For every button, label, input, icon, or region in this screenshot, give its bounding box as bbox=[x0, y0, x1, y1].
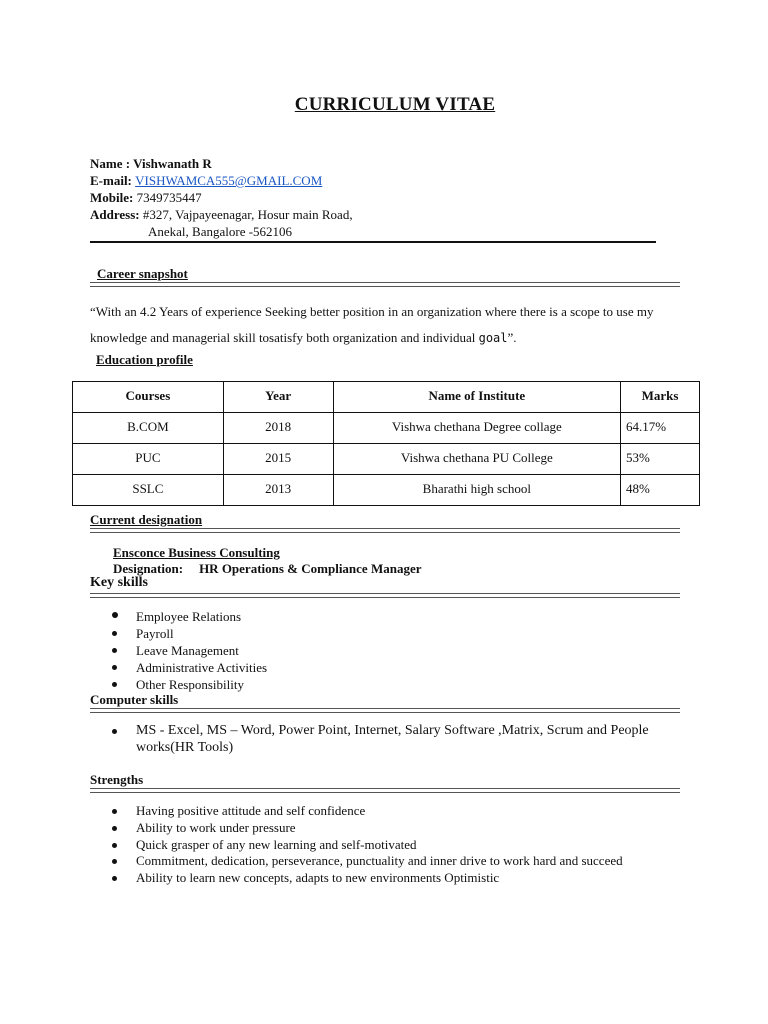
strengths-heading: Strengths bbox=[90, 772, 144, 787]
col-header-year: Year bbox=[223, 382, 333, 413]
key-skills-divider bbox=[90, 593, 680, 598]
career-paragraph bbox=[90, 299, 680, 351]
key-skills-list bbox=[91, 608, 267, 693]
course-cell: PUC bbox=[73, 444, 224, 475]
name-row bbox=[90, 155, 670, 172]
course-cell: B.COM bbox=[73, 413, 224, 444]
list-item: Ability to learn new concepts, adapts to new environments Optimistic bbox=[91, 870, 623, 887]
table-row bbox=[73, 413, 700, 444]
computer-skills-divider bbox=[90, 708, 680, 713]
address-row bbox=[90, 206, 670, 223]
key-skills-heading: Key skills bbox=[90, 575, 148, 590]
document-title: CURRICULUM VITAE bbox=[294, 94, 496, 115]
list-item: Other Responsibility bbox=[91, 676, 267, 693]
current-designation-heading: Current designation bbox=[90, 512, 203, 527]
institute-cell: Bharathi high school bbox=[333, 475, 620, 506]
email-link[interactable]: VISHWAMCA555@GMAIL.COM bbox=[135, 173, 323, 188]
address-line1: #327, Vajpayeenagar, Hosur main Road, bbox=[142, 207, 353, 222]
marks-cell: 48% bbox=[621, 475, 700, 506]
institute-cell: Vishwa chethana Degree collage bbox=[333, 413, 620, 444]
career-text-end: ”. bbox=[507, 330, 517, 345]
contact-block bbox=[90, 155, 670, 240]
career-divider bbox=[90, 282, 680, 287]
list-item: Having positive attitude and self confidence bbox=[91, 803, 623, 820]
table-row bbox=[73, 444, 700, 475]
marks-cell: 64.17% bbox=[621, 413, 700, 444]
col-header-marks: Marks bbox=[621, 382, 700, 413]
mobile-label: Mobile: bbox=[90, 190, 137, 205]
strengths-divider bbox=[90, 788, 680, 793]
name-value: Vishwanath R bbox=[133, 156, 212, 171]
institute-cell: Vishwa chethana PU College bbox=[333, 444, 620, 475]
mobile-row bbox=[90, 189, 670, 206]
education-heading: Education profile bbox=[96, 352, 193, 367]
list-item: Payroll bbox=[91, 625, 267, 642]
year-cell: 2015 bbox=[223, 444, 333, 475]
list-item: Administrative Activities bbox=[91, 659, 267, 676]
mobile-value: 7349735447 bbox=[136, 190, 202, 205]
email-row bbox=[90, 172, 670, 189]
list-item: Ability to work under pressure bbox=[91, 820, 623, 837]
col-header-courses: Courses bbox=[73, 382, 224, 413]
company-name: Ensconce Business Consulting bbox=[113, 545, 280, 560]
designation-label: Designation: bbox=[113, 561, 184, 576]
current-designation-divider bbox=[90, 528, 680, 533]
address-label: Address: bbox=[90, 207, 143, 222]
career-text: “With an 4.2 Years of experience Seeking better position in an organization where there is a scope to use my knowledge and managerial skill tosatisfy both organization and individual bbox=[90, 304, 654, 345]
course-cell: SSLC bbox=[73, 475, 224, 506]
table-row bbox=[73, 475, 700, 506]
list-item: Commitment, dedication, perseverance, punctuality and inner drive to work hard and succeed bbox=[91, 853, 623, 870]
designation-block bbox=[113, 545, 421, 577]
career-goal-word: goal bbox=[478, 331, 508, 345]
list-item: Quick grasper of any new learning and self-motivated bbox=[91, 837, 623, 854]
designation-row bbox=[113, 561, 421, 577]
name-label: Name : bbox=[90, 156, 134, 171]
email-label: E-mail: bbox=[90, 173, 136, 188]
table-header-row bbox=[73, 382, 700, 413]
list-item: MS - Excel, MS – Word, Power Point, Internet, Salary Software ,Matrix, Scrum and People works(HR Tools) bbox=[91, 722, 671, 756]
col-header-institute: Name of Institute bbox=[333, 382, 620, 413]
marks-cell: 53% bbox=[621, 444, 700, 475]
address-row-2 bbox=[90, 223, 670, 240]
computer-skills-heading: Computer skills bbox=[90, 692, 179, 707]
education-table bbox=[72, 381, 700, 506]
career-heading: Career snapshot bbox=[97, 266, 188, 281]
address-line2: Anekal, Bangalore -562106 bbox=[148, 224, 293, 239]
computer-skills-list bbox=[91, 722, 671, 756]
designation-value: HR Operations & Compliance Manager bbox=[199, 561, 422, 576]
contact-divider bbox=[90, 241, 656, 243]
year-cell: 2018 bbox=[223, 413, 333, 444]
list-item: Leave Management bbox=[91, 642, 267, 659]
year-cell: 2013 bbox=[223, 475, 333, 506]
strengths-list bbox=[91, 803, 623, 887]
list-item: Employee Relations bbox=[91, 608, 267, 625]
